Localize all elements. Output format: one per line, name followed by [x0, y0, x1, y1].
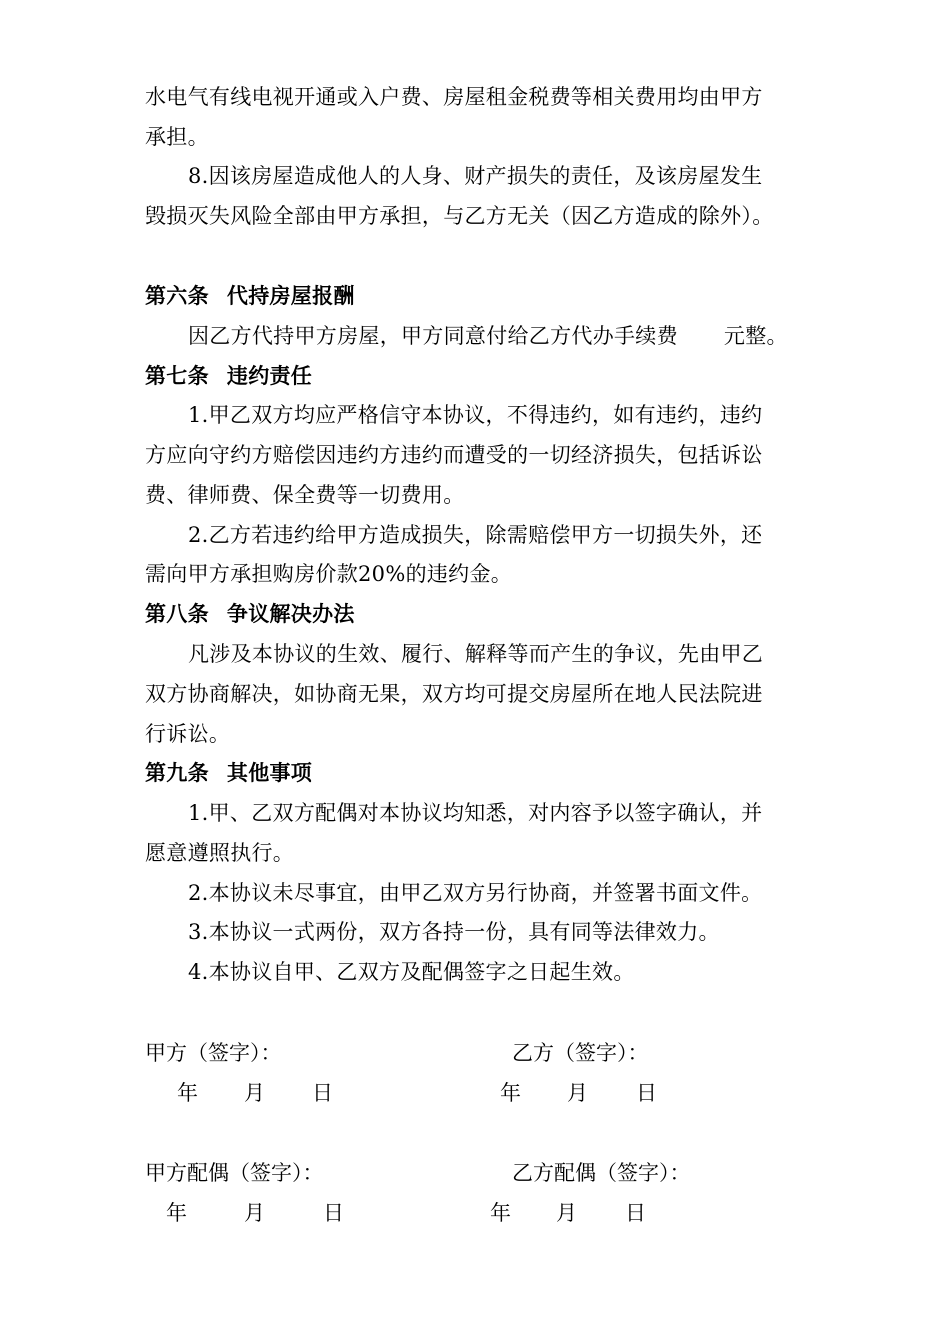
article-number: 第六条	[145, 284, 209, 308]
month-label: 月	[567, 1081, 588, 1105]
paragraph-line: 8.因该房屋造成他人的人身、财产损失的责任，及该房屋发生	[188, 164, 763, 188]
article-6-heading	[145, 282, 355, 310]
clause-line: 愿意遵照执行。	[145, 841, 295, 865]
article-6-body	[188, 322, 788, 350]
clause-line: 2.本协议未尽事宜，由甲乙双方另行协商，并签署书面文件。	[188, 881, 763, 905]
paragraph-line: 承担。	[145, 125, 209, 149]
party-b-spouse-signature-label: 乙方配偶（签字）：	[512, 1161, 691, 1185]
year-label: 年	[166, 1201, 187, 1225]
year-label: 年	[177, 1081, 198, 1105]
paragraph-line: 水电气有线电视开通或入户费、房屋租金税费等相关费用均由甲方	[145, 85, 763, 109]
clause-line: 3.本协议一式两份，双方各持一份，具有同等法律效力。	[188, 920, 720, 944]
article-6-body-text: 因乙方代持甲方房屋，甲方同意付给乙方代办手续费	[188, 324, 678, 348]
spouse-date	[0, 1199, 950, 1227]
clause-line: 方应向守约方赔偿因违约方违约而遭受的一切经济损失，包括诉讼	[145, 443, 763, 467]
year-label: 年	[490, 1201, 511, 1225]
day-label: 日	[323, 1201, 344, 1225]
clause-line: 行诉讼。	[145, 722, 231, 746]
article-title: 争议解决办法	[226, 602, 355, 626]
party-a-spouse-signature-label: 甲方配偶（签字）：	[145, 1161, 324, 1185]
article-8-heading	[145, 600, 355, 628]
clause-line: 1.甲、乙双方配偶对本协议均知悉，对内容予以签字确认，并	[188, 801, 763, 825]
article-number: 第七条	[145, 364, 209, 388]
clause-line: 双方协商解决，如协商无果，双方均可提交房屋所在地人民法院进	[145, 682, 763, 706]
party-b-signature-label: 乙方（签字）：	[512, 1041, 649, 1065]
clause-line: 费、律师费、保全费等一切费用。	[145, 483, 465, 507]
article-title: 其他事项	[226, 761, 313, 785]
month-label: 月	[244, 1081, 265, 1105]
month-label: 月	[556, 1201, 577, 1225]
article-number: 第九条	[145, 761, 209, 785]
year-label: 年	[500, 1081, 521, 1105]
month-label: 月	[244, 1201, 265, 1225]
article-title: 代持房屋报酬	[226, 284, 355, 308]
clause-line: 2.乙方若违约给甲方造成损失，除需赔偿甲方一切损失外，还	[188, 523, 763, 547]
clause-line: 需向甲方承担购房价款20%的违约金。	[145, 562, 513, 586]
day-label: 日	[636, 1081, 657, 1105]
clause-line: 凡涉及本协议的生效、履行、解释等而产生的争议，先由甲乙	[188, 642, 764, 666]
article-9-heading	[145, 759, 312, 787]
day-label: 日	[312, 1081, 333, 1105]
clause-line: 4.本协议自甲、乙双方及配偶签字之日起生效。	[188, 960, 635, 984]
party-a-signature-label: 甲方（签字）：	[145, 1041, 282, 1065]
article-title: 违约责任	[226, 364, 313, 388]
article-6-amount-suffix: 元整。	[723, 324, 788, 348]
paragraph-line: 毁损灭失风险全部由甲方承担，与乙方无关（因乙方造成的除外）。	[145, 204, 774, 228]
party-a-date	[0, 1079, 950, 1107]
clause-line: 1.甲乙双方均应严格信守本协议，不得违约，如有违约，违约	[188, 403, 763, 427]
day-label: 日	[625, 1201, 646, 1225]
article-7-heading	[145, 362, 312, 390]
article-number: 第八条	[145, 602, 209, 626]
